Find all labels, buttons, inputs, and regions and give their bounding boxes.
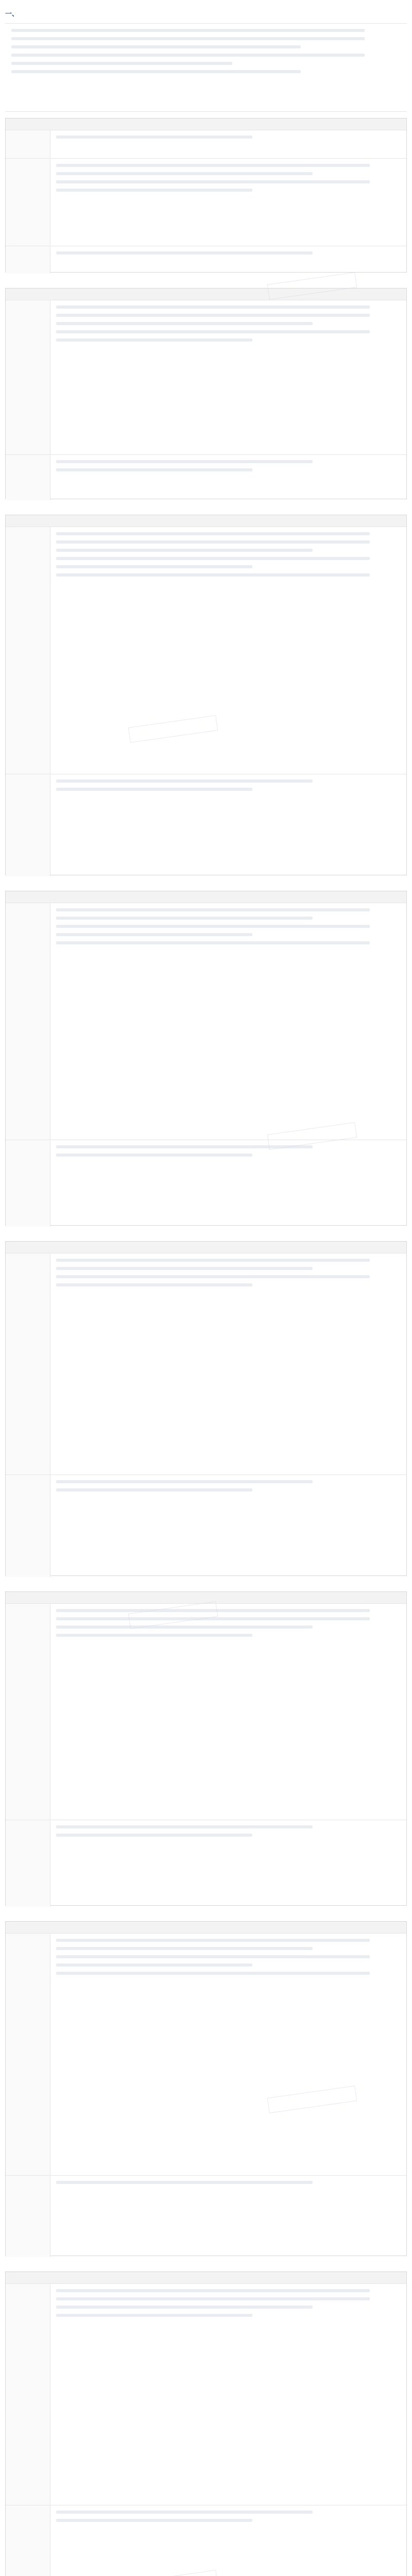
table-row [6, 2175, 406, 2257]
row-label-cell [6, 1475, 50, 1577]
chapter-table [5, 1591, 407, 1906]
row-content-cell [50, 159, 406, 246]
row-content-cell [50, 1475, 406, 1577]
chapter-table [5, 2272, 407, 2576]
intro-line [11, 29, 365, 32]
intro-line [11, 37, 365, 40]
chapter-table [5, 1241, 407, 1576]
row-label-cell [6, 455, 50, 500]
table-row [6, 1933, 406, 2176]
row-content-cell [50, 2505, 406, 2576]
table-row [6, 1603, 406, 1820]
row-content-cell [50, 1140, 406, 1227]
document-top-label: 一、 [5, 10, 19, 18]
table-row [6, 1820, 406, 1907]
chapter-heading [6, 289, 406, 300]
chapter-table [5, 288, 407, 499]
row-content-cell [50, 1934, 406, 2176]
text-line [56, 2511, 313, 2514]
text-line [56, 2314, 252, 2317]
text-line [56, 917, 313, 920]
text-line [56, 540, 370, 544]
text-line [56, 1939, 370, 1942]
text-line [56, 330, 370, 333]
text-line [56, 788, 252, 791]
table-row [6, 246, 406, 274]
text-line [56, 933, 252, 936]
intro-line [11, 62, 232, 65]
text-line [56, 549, 313, 552]
text-line [56, 1283, 252, 1286]
text-line [56, 135, 252, 139]
table-row [6, 300, 406, 455]
text-line [56, 1259, 370, 1262]
row-content-cell [50, 1604, 406, 1820]
row-label-cell [6, 300, 50, 455]
table-row [6, 903, 406, 1140]
row-label-cell [6, 2284, 50, 2505]
row-content-cell [50, 2284, 406, 2505]
table-row [6, 1253, 406, 1475]
text-line [56, 460, 313, 463]
row-content-cell [50, 246, 406, 274]
row-label-cell [6, 1820, 50, 1907]
row-label-cell [6, 130, 50, 159]
text-line [56, 925, 370, 928]
text-line [56, 1634, 252, 1637]
text-line [56, 573, 370, 577]
chapter-table [5, 515, 407, 875]
text-line [56, 251, 313, 255]
row-label-cell [6, 246, 50, 274]
text-line [56, 1972, 370, 1975]
table-row [6, 774, 406, 876]
table-row [6, 1475, 406, 1577]
text-line [56, 1834, 252, 1837]
row-content-cell [50, 774, 406, 876]
text-line [56, 189, 252, 192]
chapter-heading [6, 1592, 406, 1604]
intro-line [11, 45, 301, 48]
chapter-heading [6, 515, 406, 527]
text-line [56, 2519, 252, 2522]
text-line [56, 164, 370, 167]
table-row [6, 158, 406, 246]
row-label-cell [6, 159, 50, 246]
row-content-cell [50, 130, 406, 159]
table-row [6, 2283, 406, 2505]
row-label-cell [6, 527, 50, 774]
text-line [56, 2297, 370, 2300]
table-row [6, 1140, 406, 1227]
text-line [56, 172, 313, 175]
chapter-heading [6, 1922, 406, 1934]
row-label-cell [6, 2176, 50, 2257]
text-line [56, 1488, 252, 1492]
text-line [56, 306, 370, 309]
row-content-cell [50, 455, 406, 500]
text-line [56, 1955, 370, 1958]
text-line [56, 1480, 313, 1483]
text-line [56, 565, 252, 568]
intro-section [5, 23, 407, 112]
text-line [56, 1617, 370, 1620]
row-label-cell [6, 1253, 50, 1475]
intro-line [11, 70, 301, 73]
row-label-cell [6, 1604, 50, 1820]
row-label-cell [6, 774, 50, 876]
text-line [56, 338, 252, 342]
text-line [56, 1947, 313, 1950]
text-line [56, 314, 370, 317]
text-line [56, 557, 370, 560]
row-content-cell [50, 527, 406, 774]
table-row [6, 130, 406, 159]
text-line [56, 779, 313, 783]
chapter-tables [5, 118, 407, 2576]
row-content-cell [50, 1820, 406, 1907]
row-content-cell [50, 300, 406, 455]
table-row [6, 527, 406, 774]
text-line [56, 2306, 313, 2309]
text-line [56, 1625, 313, 1629]
row-content-cell [50, 1253, 406, 1475]
text-line [56, 180, 370, 183]
chapter-heading [6, 1242, 406, 1253]
table-row [6, 2505, 406, 2576]
row-label-cell [6, 1934, 50, 2176]
chapter-heading [6, 891, 406, 903]
chapter-table [5, 891, 407, 1226]
row-content-cell [50, 903, 406, 1140]
intro-line [11, 54, 365, 57]
table-row [6, 454, 406, 500]
row-label-cell [6, 903, 50, 1140]
text-line [56, 468, 252, 471]
text-line [56, 1154, 252, 1157]
text-line [56, 1963, 252, 1967]
text-line [56, 2289, 370, 2292]
row-label-cell [6, 1140, 50, 1227]
text-line [56, 532, 370, 535]
text-line [56, 908, 370, 911]
text-line [56, 941, 370, 944]
row-content-cell [50, 2176, 406, 2257]
text-line [56, 2181, 313, 2184]
chapter-heading [6, 118, 406, 130]
text-line [56, 1825, 313, 1828]
chapter-table [5, 118, 407, 273]
text-line [56, 1267, 313, 1270]
text-line [56, 1275, 370, 1278]
row-label-cell [6, 2505, 50, 2576]
text-line [56, 322, 313, 325]
chapter-heading [6, 2272, 406, 2284]
